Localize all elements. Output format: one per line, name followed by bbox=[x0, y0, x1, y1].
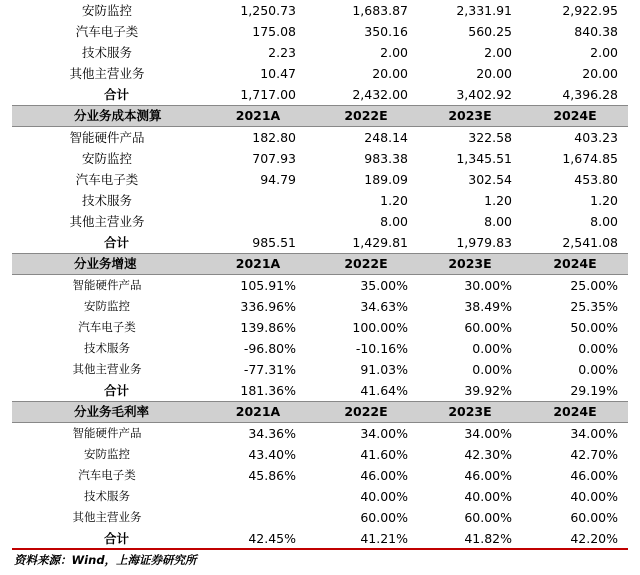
cell-value: 8.00 bbox=[380, 214, 408, 229]
row-label: 合计 bbox=[104, 383, 130, 398]
year-header: 2021A bbox=[202, 402, 314, 423]
cell-value: 25.35% bbox=[570, 299, 618, 314]
cell-value: 4,396.28 bbox=[562, 87, 618, 102]
cell-value: 34.00% bbox=[464, 426, 512, 441]
cell-value: 41.21% bbox=[360, 531, 408, 546]
cell-value: 45.86% bbox=[248, 468, 296, 483]
cell-value: 42.70% bbox=[570, 447, 618, 462]
cell-value bbox=[202, 486, 314, 507]
business-forecast-table bbox=[12, 0, 628, 549]
cell-value: 181.36% bbox=[240, 383, 296, 398]
section-title: 分业务成本测算 bbox=[12, 106, 202, 127]
cell-value: 0.00% bbox=[472, 341, 512, 356]
cell-value: 2,541.08 bbox=[562, 235, 618, 250]
cell-value: 34.63% bbox=[360, 299, 408, 314]
row-label: 其他主营业务 bbox=[72, 510, 142, 524]
cell-value: 34.36% bbox=[248, 426, 296, 441]
total-row bbox=[12, 528, 628, 549]
cell-value: 42.30% bbox=[464, 447, 512, 462]
cell-value: 2,922.95 bbox=[562, 3, 618, 18]
cell-value: 2,331.91 bbox=[456, 3, 512, 18]
source-note: 资料来源：Wind，上海证券研究所 bbox=[14, 553, 197, 567]
cell-value: 20.00 bbox=[372, 66, 408, 81]
section-title: 分业务增速 bbox=[12, 254, 202, 275]
table-row bbox=[12, 359, 628, 380]
cell-value: 182.80 bbox=[252, 130, 296, 145]
table-row bbox=[12, 148, 628, 169]
cell-value: 60.00% bbox=[464, 320, 512, 335]
section-title: 分业务毛利率 bbox=[12, 402, 202, 423]
table-row bbox=[12, 21, 628, 42]
table-row bbox=[12, 507, 628, 528]
year-header: 2023E bbox=[418, 254, 522, 275]
row-label: 智能硬件产品 bbox=[69, 130, 145, 145]
cell-value: -10.16% bbox=[355, 341, 408, 356]
cell-value: 41.64% bbox=[360, 383, 408, 398]
cell-value: 41.82% bbox=[464, 531, 512, 546]
cell-value: 39.92% bbox=[464, 383, 512, 398]
cell-value: 30.00% bbox=[464, 278, 512, 293]
year-header: 2022E bbox=[314, 106, 418, 127]
cell-value: 60.00% bbox=[570, 510, 618, 525]
cell-value: 1,250.73 bbox=[240, 3, 296, 18]
row-label: 其他主营业务 bbox=[69, 66, 145, 81]
table-row bbox=[12, 190, 628, 211]
row-label: 安防监控 bbox=[84, 447, 130, 461]
cell-value: 2.23 bbox=[268, 45, 296, 60]
cell-value: 40.00% bbox=[570, 489, 618, 504]
row-label: 安防监控 bbox=[81, 3, 132, 18]
cell-value: 840.38 bbox=[574, 24, 618, 39]
row-label: 汽车电子类 bbox=[75, 172, 139, 187]
cell-value bbox=[202, 507, 314, 528]
cell-value: 34.00% bbox=[570, 426, 618, 441]
table-row bbox=[12, 211, 628, 232]
cell-value: 50.00% bbox=[570, 320, 618, 335]
cell-value: 1,683.87 bbox=[352, 3, 408, 18]
table-row bbox=[12, 423, 628, 445]
year-header: 2023E bbox=[418, 106, 522, 127]
cell-value: 38.49% bbox=[464, 299, 512, 314]
cell-value: 40.00% bbox=[360, 489, 408, 504]
table-row bbox=[12, 338, 628, 359]
cell-value: 91.03% bbox=[360, 362, 408, 377]
row-label: 汽车电子类 bbox=[78, 468, 136, 482]
cell-value: 2.00 bbox=[590, 45, 618, 60]
table-row bbox=[12, 444, 628, 465]
cell-value: 350.16 bbox=[364, 24, 408, 39]
cell-value: 1,674.85 bbox=[562, 151, 618, 166]
row-label: 技术服务 bbox=[84, 341, 130, 355]
table-row bbox=[12, 63, 628, 84]
cell-value: 40.00% bbox=[464, 489, 512, 504]
cell-value: 248.14 bbox=[364, 130, 408, 145]
year-header: 2021A bbox=[202, 254, 314, 275]
footer-rule bbox=[12, 548, 628, 550]
cell-value: 707.93 bbox=[252, 151, 296, 166]
total-row bbox=[12, 380, 628, 402]
year-header: 2021A bbox=[202, 106, 314, 127]
row-label: 合计 bbox=[104, 235, 130, 250]
cell-value bbox=[202, 190, 314, 211]
row-label: 汽车电子类 bbox=[75, 24, 139, 39]
cell-value: 2.00 bbox=[380, 45, 408, 60]
cell-value: 20.00 bbox=[582, 66, 618, 81]
cell-value bbox=[202, 211, 314, 232]
total-row bbox=[12, 84, 628, 106]
cell-value: 46.00% bbox=[464, 468, 512, 483]
cell-value: 41.60% bbox=[360, 447, 408, 462]
row-label: 智能硬件产品 bbox=[72, 426, 142, 440]
cell-value: 42.20% bbox=[570, 531, 618, 546]
row-label: 技术服务 bbox=[81, 193, 132, 208]
cell-value: 0.00% bbox=[472, 362, 512, 377]
cell-value: 60.00% bbox=[464, 510, 512, 525]
cell-value: 8.00 bbox=[590, 214, 618, 229]
section-header-cost bbox=[12, 106, 628, 127]
cell-value: 43.40% bbox=[248, 447, 296, 462]
table-row bbox=[12, 0, 628, 21]
cell-value: 100.00% bbox=[352, 320, 408, 335]
cell-value: 20.00 bbox=[476, 66, 512, 81]
cell-value: 1,717.00 bbox=[240, 87, 296, 102]
cell-value: 560.25 bbox=[468, 24, 512, 39]
table-row bbox=[12, 296, 628, 317]
cell-value: 46.00% bbox=[570, 468, 618, 483]
cell-value: -96.80% bbox=[243, 341, 296, 356]
cell-value: 1.20 bbox=[484, 193, 512, 208]
cell-value: 1.20 bbox=[380, 193, 408, 208]
cell-value: 1.20 bbox=[590, 193, 618, 208]
cell-value: 453.80 bbox=[574, 172, 618, 187]
year-header: 2024E bbox=[522, 402, 628, 423]
table-row bbox=[12, 169, 628, 190]
cell-value: 42.45% bbox=[248, 531, 296, 546]
cell-value: 35.00% bbox=[360, 278, 408, 293]
cell-value: 46.00% bbox=[360, 468, 408, 483]
cell-value: 2.00 bbox=[484, 45, 512, 60]
row-label: 技术服务 bbox=[81, 45, 132, 60]
cell-value: 2,432.00 bbox=[352, 87, 408, 102]
table-row bbox=[12, 465, 628, 486]
year-header: 2022E bbox=[314, 254, 418, 275]
cell-value: 60.00% bbox=[360, 510, 408, 525]
cell-value: 139.86% bbox=[240, 320, 296, 335]
cell-value: 189.09 bbox=[364, 172, 408, 187]
cell-value: 3,402.92 bbox=[456, 87, 512, 102]
cell-value: -77.31% bbox=[243, 362, 296, 377]
row-label: 汽车电子类 bbox=[78, 320, 136, 334]
year-header: 2024E bbox=[522, 106, 628, 127]
cell-value: 0.00% bbox=[578, 341, 618, 356]
cell-value: 29.19% bbox=[570, 383, 618, 398]
row-label: 安防监控 bbox=[81, 151, 132, 166]
row-label: 智能硬件产品 bbox=[72, 278, 142, 292]
year-header: 2022E bbox=[314, 402, 418, 423]
cell-value: 322.58 bbox=[468, 130, 512, 145]
cell-value: 336.96% bbox=[240, 299, 296, 314]
table-row bbox=[12, 317, 628, 338]
table-row bbox=[12, 42, 628, 63]
cell-value: 0.00% bbox=[578, 362, 618, 377]
row-label: 其他主营业务 bbox=[72, 362, 142, 376]
table-row bbox=[12, 275, 628, 297]
row-label: 合计 bbox=[104, 531, 130, 546]
year-header: 2023E bbox=[418, 402, 522, 423]
cell-value: 403.23 bbox=[574, 130, 618, 145]
row-label: 其他主营业务 bbox=[69, 214, 145, 229]
year-header: 2024E bbox=[522, 254, 628, 275]
cell-value: 94.79 bbox=[260, 172, 296, 187]
cell-value: 10.47 bbox=[260, 66, 296, 81]
row-label: 安防监控 bbox=[84, 299, 130, 313]
cell-value: 302.54 bbox=[468, 172, 512, 187]
cell-value: 1,345.51 bbox=[456, 151, 512, 166]
cell-value: 1,979.83 bbox=[456, 235, 512, 250]
section-header-growth bbox=[12, 254, 628, 275]
cell-value: 8.00 bbox=[484, 214, 512, 229]
total-row bbox=[12, 232, 628, 254]
cell-value: 34.00% bbox=[360, 426, 408, 441]
cell-value: 1,429.81 bbox=[352, 235, 408, 250]
cell-value: 983.38 bbox=[364, 151, 408, 166]
table-row bbox=[12, 486, 628, 507]
cell-value: 105.91% bbox=[240, 278, 296, 293]
cell-value: 25.00% bbox=[570, 278, 618, 293]
cell-value: 985.51 bbox=[252, 235, 296, 250]
section-header-margin bbox=[12, 402, 628, 423]
row-label: 技术服务 bbox=[84, 489, 130, 503]
row-label: 合计 bbox=[104, 87, 130, 102]
table-row bbox=[12, 127, 628, 149]
cell-value: 175.08 bbox=[252, 24, 296, 39]
